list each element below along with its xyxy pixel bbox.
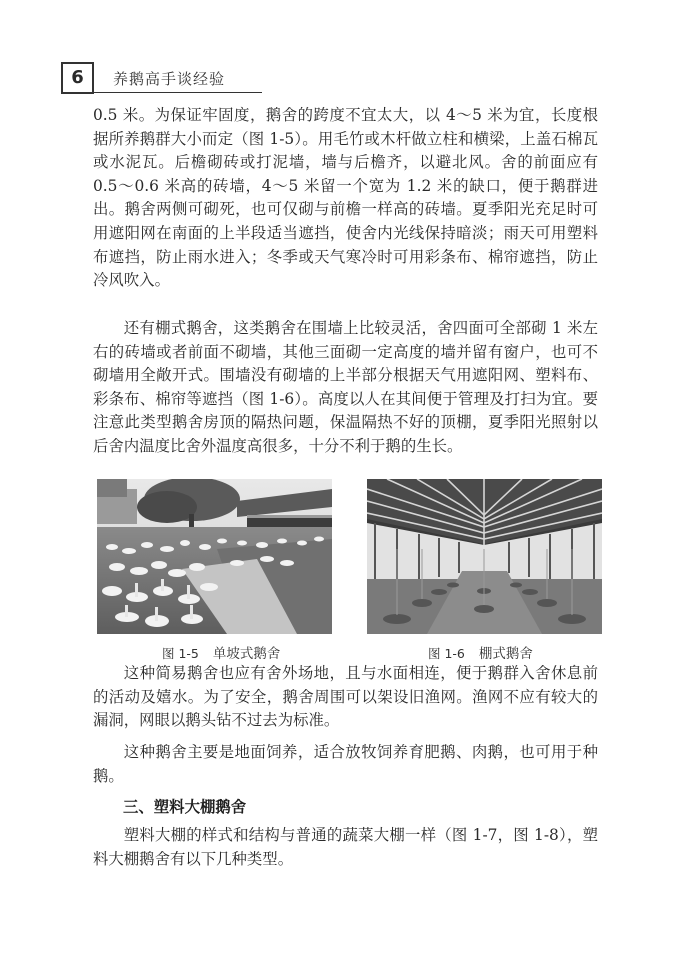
figure-1-5-label: 图 1-5 <box>162 646 199 661</box>
book-title: 养鹅高手谈经验 <box>113 70 226 88</box>
running-header <box>61 62 262 96</box>
figure-1-6-title: 棚式鹅舍 <box>478 646 533 662</box>
section-heading: 三、塑料大棚鹅舍 <box>123 798 247 816</box>
figure-1-5-photo <box>97 479 332 634</box>
figure-1-5-caption <box>162 642 280 662</box>
figure-1-5-title: 单坡式鹅舍 <box>212 646 281 662</box>
paragraph-5: 塑料大棚的样式和结构与普通的蔬菜大棚一样（图 1-7，图 1-8），塑料大棚鹅舍有以下几种类型。 <box>93 826 598 868</box>
figure-1-6-photo <box>367 479 602 634</box>
page-number: 6 <box>61 62 94 94</box>
figure-1-6-caption <box>428 642 533 662</box>
header-rule <box>94 92 262 93</box>
paragraph-1: 0.5 米。为保证牢固度，鹅舍的跨度不宜太大，以 4～5 米为宜，长度根据所养鹅群大小而定（图 1-5）。用毛竹或木杆做立柱和横梁，上盖石棉瓦或水泥瓦。后檐砌砖或打泥墙，墙与后檐齐，以避北风。舍的前面应有 0.5～0.6 米高的砖墙，4～5 米留一个宽为 1.2 米的缺口，便于鹅群进出。鹅舍两侧可砌死，也可仅砌与前檐一样高的砖墙。夏季阳光充足时可用遮阳网在南面的上半段适当遮挡，使舍内光线保持暗淡；雨天可用塑料布遮挡，防止雨水进入；冬季或天气寒冷时可用彩条布、棉帘遮挡，防止冷风吹入。 <box>93 106 598 290</box>
paragraph-4: 这种鹅舍主要是地面饲养，适合放牧饲养育肥鹅、肉鹅，也可用于种鹅。 <box>93 743 598 785</box>
paragraph-2: 还有棚式鹅舍，这类鹅舍在围墙上比较灵活，舍四面可全部砌 1 米左右的砖墙或者前面不砌墙，其他三面砌一定高度的墙并留有窗户，也可不砌墙用全敞开式。围墙没有砌墙的上半部分根据天气用遮阳网、塑料布、彩条布、棉帘等遮挡（图 1-6）。高度以人在其间便于管理及打扫为宜。要注意此类型鹅舍房顶的隔热问题，保温隔热不好的顶棚，夏季阳光照射以后舍内温度比舍外温度高很多，十分不利于鹅的生长。 <box>93 319 598 455</box>
paragraph-3: 这种简易鹅舍也应有舍外场地，且与水面相连，便于鹅群入舍休息前的活动及嬉水。为了安全，鹅舍周围可以架设旧渔网。渔网不应有较大的漏洞，网眼以鹅头钻不过去为标准。 <box>93 664 598 730</box>
figure-1-6-label: 图 1-6 <box>428 646 465 661</box>
